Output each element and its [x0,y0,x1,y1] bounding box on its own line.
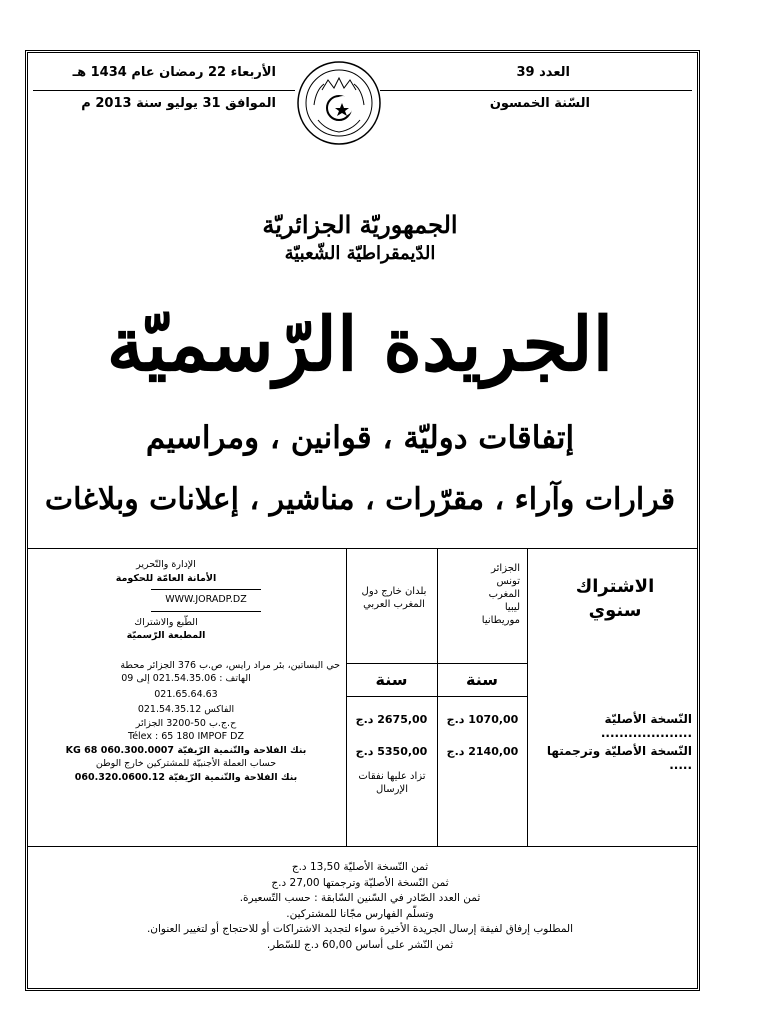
country-item: تونس [496,576,520,587]
website-link[interactable]: WWW.JORADP.DZ [165,594,247,605]
page-frame [25,50,700,991]
table-top-rule [28,548,697,549]
footer-line: ثمن العدد الصّادر في السّنين السّابقة : حسب التّسعيرة. [239,892,481,904]
republic-line1: الجمهوريّة الجزائريّة [262,210,458,239]
state-seal-icon [296,60,382,146]
price-translation-maghreb: 2140,00 د.ج [446,745,519,758]
admin-divider [151,589,261,590]
header-rule-right [380,90,692,91]
year-label: السّنة الخمسون [489,96,590,111]
footer-line: ثمن النّسخة الأصليّة 13,50 د.ج [291,861,429,873]
other-countries: بلدان خارج دول المغرب العربي [361,586,427,610]
year-header-col2: سنة [375,670,408,689]
shipping-note: تزاد عليها نفقات الإرسال [358,771,426,795]
column-divider-3 [527,548,528,846]
subscription-annual: سنوي [588,600,642,621]
phone2: 021.65.64.63 [154,688,218,700]
telex: Télex : 65 180 IMPOF DZ [128,731,244,742]
year-header-top-rule [346,663,527,664]
table-bottom-rule [28,846,697,847]
bank-account-1: بنك الفلاحة والتّنمية الرّيفيّة 060.300.0007 68 KG [65,744,307,756]
row-original-translation-label: النّسخة الأصليّة وترجمتها ..... [546,744,692,772]
address: حي البساتين، بئر مراد رايس، ص.ب 376 الجزائر محطة [120,659,340,671]
subscription-heading: الاشتراك [575,576,655,597]
subtitle-treaties: إتفاقات دوليّة ، قوانين ، ومراسيم [145,420,575,456]
issue-number: العدد 39 [516,65,570,80]
ccp-account: ح.ج.ب 50-3200 الجزائر [135,717,237,729]
footer-line: ثمن النّشر على أساس 60,00 د.ج للسّطر. [266,938,454,951]
year-header-col1: سنة [466,670,498,689]
year-header-bottom-rule [346,696,527,697]
country-item: ليبيا [504,602,520,613]
price-original-other: 2675,00 د.ج [355,713,428,726]
row-original-label: النّسخة الأصليّة .................... [600,712,692,740]
fax: الفاكس 021.54.35.12 [137,704,235,715]
column-divider-1 [346,548,347,846]
republic-line2: الدّيمقراطيّة الشّعبيّة [284,243,436,264]
footer-line: وتسلّم الفهارس مجّانا للمشتركين. [286,907,434,920]
foreign-account: حساب العملة الأجنبيّة للمشتركين خارج الوطن [95,758,277,769]
column-divider-2 [437,548,438,846]
footer-line: المطلوب إرفاق لفيفة إرسال الجريدة الأخيرة سواء لتجديد الاشتراكات أو للاحتجاج أو لتغيير العنوان. [146,923,574,935]
country-item: الجزائر [491,563,520,574]
admin-org: الأمانة العامّة للحكومة [115,572,217,584]
admin-heading: الإدارة والتّحرير [136,559,196,570]
country-item: المغرب [488,589,520,600]
admin-divider [151,611,261,612]
administration-block [32,558,340,784]
header-rule-left [33,90,295,91]
maghreb-countries [445,562,520,627]
printer-name: المطبعة الرّسميّة [126,630,206,641]
price-translation-other: 5350,00 د.ج [355,745,428,758]
footer-notes [40,860,680,953]
subtitle-decisions: قرارات وآراء ، مقرّرات ، مناشير ، إعلانات وبلاغات [44,482,676,517]
country-item: موريطانيا [481,615,520,626]
price-original-maghreb: 1070,00 د.ج [446,713,519,726]
bank-account-2: بنك الفلاحة والتّنمية الرّيفيّة 060.320.0600.12 [74,771,298,783]
print-heading: الطّبع والاشتراك [134,616,198,628]
gregorian-date: الموافق 31 يوليو سنة 2013 م [81,96,276,111]
hijri-date: الأربعاء 22 رمضان عام 1434 هـ [72,65,276,80]
phone: الهاتف : 021.54.35.06 إلى 09 [121,673,251,684]
gazette-title: الجريدة الرّسميّة [106,302,614,388]
footer-line: ثمن النّسخة الأصليّة وترجمتها 27,00 د.ج [271,876,449,889]
